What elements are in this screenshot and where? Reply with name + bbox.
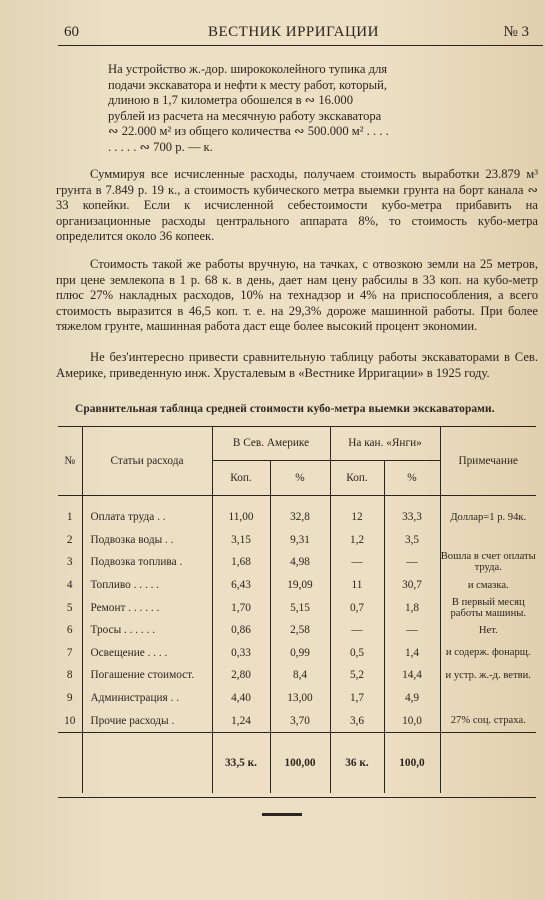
table-row: 1 Оплата труда . . 11,00 32,8 12 33,3 Доллар=1 р. 94к. xyxy=(58,506,536,529)
issue-number: № 3 xyxy=(503,24,529,40)
page-number: 60 xyxy=(64,24,79,40)
table-row: 7 Освещение . . . . 0,33 0,99 0,5 1,4 и содерж. фонарщ. xyxy=(58,642,536,665)
table-row: 2 Подвозка воды . . 3,15 9,31 1,2 3,5 xyxy=(58,529,536,552)
header-yangi: На кан. «Янги» xyxy=(330,426,440,461)
paragraph-railway-cost: На устройство ж.-дор. ширококолейного тупика для подачи экскаватора и нефти к месту работ, который, длиною в 1,7 километра обошелся в ∾ 16.000 рублей из расчета на месячную работу экскаватора ∾ 22.000 м² из общего количества ∾ 500.000 м² . . . . . . . . . ∾ 700 р. — к. xyxy=(108,62,389,154)
header-ya-kop: Коп. xyxy=(330,461,384,496)
header-note: Примечание xyxy=(440,426,536,496)
header-us: В Сев. Америке xyxy=(212,426,330,461)
paragraph-table-intro: Не без'интересно привести сравнительную таблицу работы экскаваторами в Сев. Америке, приведенную инж. Хрусталевым в «Вестнике Ирригации» в 1925 году. xyxy=(56,350,538,380)
total-us-pct: 100,00 xyxy=(270,732,330,793)
journal-title: ВЕСТНИК ИРРИГАЦИИ xyxy=(208,24,379,40)
table-row: 9 Администрация . . 4,40 13,00 1,7 4,9 xyxy=(58,687,536,710)
header-num: № xyxy=(58,426,82,496)
total-ya-kop: 36 к. xyxy=(330,732,384,793)
table-caption: Сравнительная таблица средней стоимости кубо-метра выемки экскаваторами. xyxy=(75,403,495,415)
header-ya-pct: % xyxy=(384,461,440,496)
table-row: 4 Топливо . . . . . 6,43 19,09 11 30,7 и смазка. xyxy=(58,574,536,597)
total-us-kop: 33,5 к. xyxy=(212,732,270,793)
paragraph-summary-cost: Суммируя все исчисленные расходы, получаем стоимость выработки 23.879 м³ грунта в 7.849 р. 19 к., а стоимость кубического метра выемки грунта на борт канала ∾ 33 копейки. Если к исчисленной себестоимости кубо-метра прибавить на организационные расходы центрального аппарата 8%, то стоимость кубо-метра определится около 36 копеек. xyxy=(56,167,538,243)
table-row: 8 Погашение стоимост. 2,80 8,4 5,2 14,4 и устр. ж.-д. ветви. xyxy=(58,664,536,687)
section-end-rule xyxy=(262,813,302,816)
header-item: Статьи расхода xyxy=(82,426,212,496)
header-us-kop: Коп. xyxy=(212,461,270,496)
header-us-pct: % xyxy=(270,461,330,496)
page-header xyxy=(64,24,537,46)
table-row: 5 Ремонт . . . . . . 1,70 5,15 0,7 1,8 В первый месяц работы машины. xyxy=(58,596,536,619)
table-row: 6 Тросы . . . . . . 0,86 2,58 — — Нет. xyxy=(58,619,536,642)
table-row: 3 Подвозка топлива . 1,68 4,98 — — Вошла в счет оплаты труда. xyxy=(66,551,536,574)
paragraph-manual-work: Стоимость такой же работы вручную, на тачках, с отвозкою земли на 25 метров, при цене землекопа в 1 р. 68 к. в день, дает нам цену рабсилы в 33 коп. на кубо-метр плюс 27% накладных расходов, 10% на технадзор и 4% на приспособления, а всего стоимость выразится в 46,5 коп. т. е. на 29,3% дороже машинной работы. При более тяжелом грунте, машинная работа даст еще более высокий процент экономии. xyxy=(56,257,538,333)
table-row: 10 Прочие расходы . 1,24 3,70 3,6 10,0 27% соц. страха. xyxy=(58,709,536,732)
table-totals-row xyxy=(58,732,536,793)
comparison-table xyxy=(58,426,536,793)
header-rule xyxy=(58,45,543,46)
total-ya-pct: 100,0 xyxy=(384,732,440,793)
